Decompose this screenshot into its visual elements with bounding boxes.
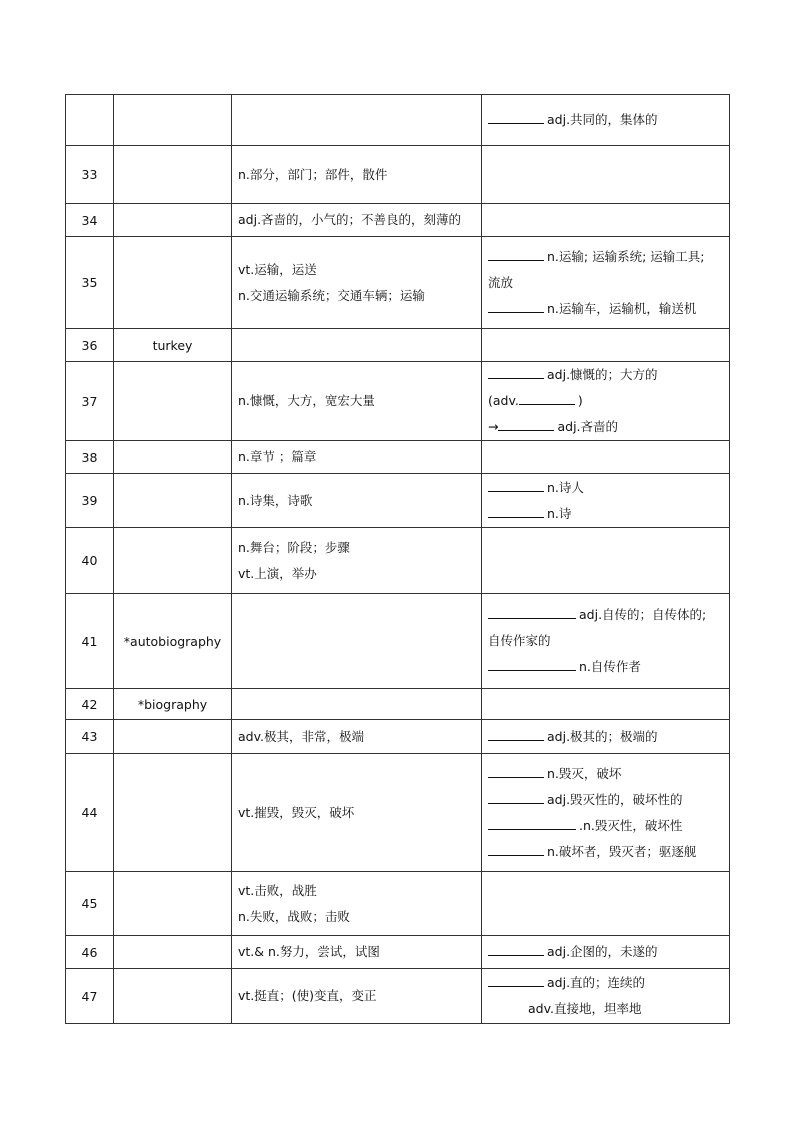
fill-in-blank[interactable] xyxy=(488,817,576,830)
fill-in-blank[interactable] xyxy=(488,658,576,671)
derivative-cell xyxy=(482,720,730,754)
row-number: 33 xyxy=(66,146,114,204)
derivative-cell xyxy=(482,95,730,146)
derivative-line xyxy=(488,501,723,527)
meaning-line: adv.极其，非常，极端 xyxy=(238,728,364,744)
word-cell: turkey xyxy=(114,329,232,362)
derivative-line xyxy=(488,107,723,133)
word-cell xyxy=(114,720,232,754)
meaning-cell xyxy=(232,720,482,754)
word-cell xyxy=(114,754,232,872)
derivative-cell xyxy=(482,204,730,237)
row-number: 41 xyxy=(66,594,114,689)
derivative-prefix: → xyxy=(488,419,499,434)
meaning-line: n.诗集，诗歌 xyxy=(238,492,313,508)
word-cell: *autobiography xyxy=(114,594,232,689)
word-cell xyxy=(114,237,232,329)
fill-in-blank[interactable] xyxy=(488,366,544,379)
word-cell xyxy=(114,474,232,528)
derivative-cell xyxy=(482,474,730,528)
meaning-line: vt.上演，举办 xyxy=(238,565,317,581)
derivative-line xyxy=(488,602,723,628)
meaning-cell xyxy=(232,474,482,528)
derivative-text: n.自传作者 xyxy=(579,659,641,674)
derivative-line xyxy=(488,761,723,787)
derivative-cell xyxy=(482,441,730,474)
meaning-cell xyxy=(232,204,482,237)
derivative-text: n.破坏者，毁灭者；驱逐舰 xyxy=(547,843,697,859)
table-row xyxy=(66,204,730,237)
word-cell xyxy=(114,204,232,237)
meaning-cell xyxy=(232,362,482,441)
meaning-line: n.交通运输系统；交通车辆；运输 xyxy=(238,287,425,303)
derivative-line xyxy=(488,296,723,322)
derivative-text: adj.共同的，集体的 xyxy=(547,112,658,127)
word-cell: *biography xyxy=(114,689,232,720)
meaning-cell xyxy=(232,594,482,689)
derivative-text: 自传作家的 xyxy=(488,633,551,648)
derivative-line xyxy=(488,996,723,1022)
derivative-line xyxy=(488,787,723,813)
derivative-cell xyxy=(482,969,730,1024)
row-number: 47 xyxy=(66,969,114,1024)
table-row xyxy=(66,689,730,720)
derivative-line xyxy=(488,628,723,654)
word-cell xyxy=(114,362,232,441)
derivative-text: adv.直接地，坦率地 xyxy=(528,1001,642,1016)
meaning-cell xyxy=(232,441,482,474)
row-number: 39 xyxy=(66,474,114,528)
row-number: 42 xyxy=(66,689,114,720)
table-row xyxy=(66,872,730,936)
meaning-cell xyxy=(232,689,482,720)
derivative-text: n.毁灭，破坏 xyxy=(547,765,622,781)
fill-in-blank[interactable] xyxy=(488,300,544,313)
fill-in-blank[interactable] xyxy=(488,765,544,778)
meaning-cell xyxy=(232,329,482,362)
meaning-line: n.慷慨，大方，宽宏大量 xyxy=(238,393,375,408)
derivative-text: .n.毁灭性，破坏性 xyxy=(579,817,683,833)
derivative-line xyxy=(488,362,723,388)
derivative-cell xyxy=(482,689,730,720)
derivative-text: adj.慷慨的；大方的 xyxy=(547,367,658,382)
word-cell xyxy=(114,146,232,204)
row-number xyxy=(66,95,114,146)
meaning-line: n.舞台；阶段；步骤 xyxy=(238,539,350,555)
table-row xyxy=(66,95,730,146)
meaning-line: n.失败，战败；击败 xyxy=(238,908,350,924)
row-number: 34 xyxy=(66,204,114,237)
derivative-text: n.运输车，运输机，输送机 xyxy=(547,300,697,316)
fill-in-blank[interactable] xyxy=(488,791,544,804)
row-number: 36 xyxy=(66,329,114,362)
table-row xyxy=(66,528,730,594)
derivative-line xyxy=(488,654,723,680)
derivative-cell xyxy=(482,594,730,689)
derivative-line xyxy=(488,244,723,270)
meaning-line: vt.& n.努力，尝试，试图 xyxy=(238,944,380,959)
fill-in-blank[interactable] xyxy=(488,248,544,261)
derivative-line xyxy=(488,475,723,501)
derivative-line xyxy=(488,724,723,750)
word-cell xyxy=(114,969,232,1024)
derivative-cell xyxy=(482,528,730,594)
row-number: 35 xyxy=(66,237,114,329)
meaning-line: n.章节 ；篇章 xyxy=(238,449,317,464)
table-row xyxy=(66,146,730,204)
word-cell xyxy=(114,872,232,936)
fill-in-blank[interactable] xyxy=(498,418,554,431)
word-cell xyxy=(114,95,232,146)
table-row xyxy=(66,237,730,329)
row-number: 40 xyxy=(66,528,114,594)
word-cell xyxy=(114,936,232,969)
meaning-line: vt.挺直；(使)变直，变正 xyxy=(238,988,377,1003)
row-number: 46 xyxy=(66,936,114,969)
table-row xyxy=(66,594,730,689)
vocabulary-table-body xyxy=(66,95,730,1024)
fill-in-blank[interactable] xyxy=(488,974,544,987)
derivative-line xyxy=(488,970,723,996)
meaning-line: vt.运输，运送 xyxy=(238,261,317,277)
meaning-cell xyxy=(232,872,482,936)
meaning-cell xyxy=(232,969,482,1024)
meaning-line: vt.击败，战胜 xyxy=(238,882,317,898)
table-row xyxy=(66,720,730,754)
derivative-text: adj.企图的，未遂的 xyxy=(547,944,658,959)
derivative-cell xyxy=(482,872,730,936)
row-number: 45 xyxy=(66,872,114,936)
derivative-line xyxy=(488,839,723,865)
table-row xyxy=(66,936,730,969)
meaning-cell xyxy=(232,528,482,594)
meaning-cell xyxy=(232,237,482,329)
fill-in-blank[interactable] xyxy=(488,479,544,492)
table-row xyxy=(66,362,730,441)
meaning-cell xyxy=(232,936,482,969)
meaning-line: n.部分，部门；部件，散件 xyxy=(238,166,388,182)
meaning-line: adj.吝啬的，小气的；不善良的，刻薄的 xyxy=(238,212,462,227)
vocabulary-table xyxy=(65,94,730,1024)
table-row xyxy=(66,754,730,872)
derivative-text: adj.直的；连续的 xyxy=(547,975,646,990)
meaning-cell xyxy=(232,754,482,872)
derivative-text: adj.自传的；自传体的; xyxy=(579,607,707,622)
derivative-cell xyxy=(482,936,730,969)
derivative-cell xyxy=(482,329,730,362)
fill-in-blank[interactable] xyxy=(488,111,544,124)
derivative-line xyxy=(488,414,723,440)
derivative-line xyxy=(488,270,723,296)
meaning-cell xyxy=(232,146,482,204)
derivative-cell xyxy=(482,754,730,872)
table-row xyxy=(66,329,730,362)
row-number: 44 xyxy=(66,754,114,872)
fill-in-blank[interactable] xyxy=(488,505,544,518)
word-cell xyxy=(114,441,232,474)
table-row xyxy=(66,969,730,1024)
derivative-text: adj.极其的；极端的 xyxy=(547,728,658,744)
table-row xyxy=(66,441,730,474)
table-row xyxy=(66,474,730,528)
fill-in-blank[interactable] xyxy=(488,728,544,741)
fill-in-blank[interactable] xyxy=(488,943,544,956)
derivative-text: n.诗 xyxy=(547,505,572,521)
fill-in-blank[interactable] xyxy=(488,606,576,619)
derivative-cell xyxy=(482,237,730,329)
word-cell xyxy=(114,528,232,594)
derivative-text: adj.毁灭性的，破坏性的 xyxy=(547,791,683,807)
derivative-text: adj.吝啬的 xyxy=(557,419,619,434)
derivative-prefix: (adv. xyxy=(488,393,519,408)
derivative-text: 流放 xyxy=(488,274,514,290)
derivative-text: n.运输; 运输系统; 运输工具; xyxy=(547,248,705,264)
fill-in-blank[interactable] xyxy=(488,843,544,856)
row-number: 38 xyxy=(66,441,114,474)
derivative-line xyxy=(488,939,723,965)
row-number: 37 xyxy=(66,362,114,441)
derivative-text: n.诗人 xyxy=(547,479,584,495)
derivative-line xyxy=(488,388,723,414)
meaning-line: vt.摧毁，毁灭，破坏 xyxy=(238,804,355,820)
meaning-cell xyxy=(232,95,482,146)
derivative-cell xyxy=(482,146,730,204)
derivative-cell xyxy=(482,362,730,441)
fill-in-blank[interactable] xyxy=(519,392,575,405)
row-number: 43 xyxy=(66,720,114,754)
derivative-line xyxy=(488,813,723,839)
derivative-text: ) xyxy=(577,393,583,408)
